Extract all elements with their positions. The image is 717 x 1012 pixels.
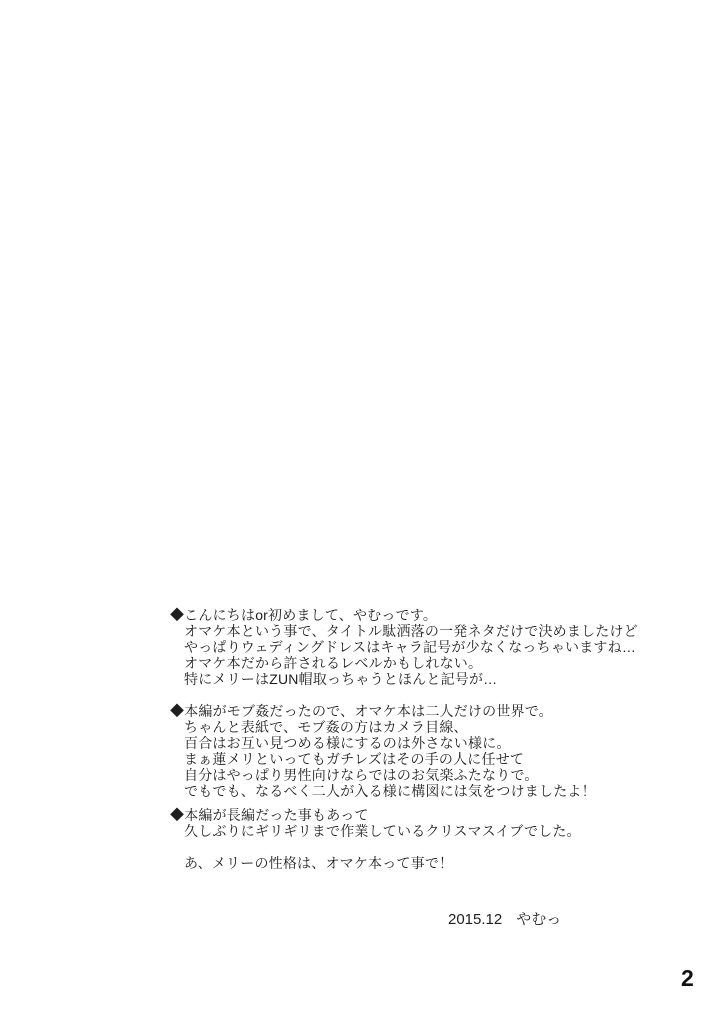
signature bbox=[448, 911, 561, 928]
afterword-line: 自分はやっぱり男性向けならではのお気楽ふたなりで。 bbox=[184, 767, 539, 783]
afterword-line: オマケ本だから許されるレベルかもしれない。 bbox=[184, 655, 483, 671]
signature-date: 2015.12 bbox=[448, 911, 503, 928]
afterword-line: オマケ本という事で、タイトル駄洒落の一発ネタだけで決めましたけど bbox=[184, 623, 638, 639]
afterword-block-postscript bbox=[170, 855, 453, 871]
afterword-line: でもでも、なるべく二人が入る様に構図には気をつけましたよ！ bbox=[184, 783, 596, 799]
afterword-line: まぁ蓮メリといってもガチレズはその手の人に任せて bbox=[184, 751, 525, 767]
page-number: 2 bbox=[681, 965, 694, 991]
afterword-block-main-story bbox=[170, 703, 596, 799]
afterword-block-greeting bbox=[170, 607, 638, 687]
afterword-block-deadline bbox=[170, 807, 581, 839]
afterword-line: やっぱりウェディングドレスはキャラ記号が少なくなっちゃいますね… bbox=[184, 639, 637, 655]
signature-author-name: やむっ bbox=[516, 911, 562, 928]
afterword-line: あ、メリーの性格は、オマケ本って事で！ bbox=[184, 855, 454, 871]
afterword-line: 百合はお互い見つめる様にするのは外さない様に。 bbox=[184, 735, 511, 751]
afterword-line: ちゃんと表紙で、モブ姦の方はカメラ目線、 bbox=[184, 719, 468, 735]
afterword-line: ◆本編が長編だった事もあって bbox=[170, 807, 369, 823]
afterword-line: 特にメリーはZUN帽取っちゃうとほんと記号が… bbox=[184, 671, 498, 687]
afterword-line: ◆本編がモブ姦だったので、オマケ本は二人だけの世界で。 bbox=[170, 703, 553, 719]
afterword-line: ◆こんにちはor初めまして、やむっです。 bbox=[170, 607, 438, 623]
afterword-line: 久しぶりにギリギリまで作業しているクリスマスイブでした。 bbox=[184, 823, 581, 839]
